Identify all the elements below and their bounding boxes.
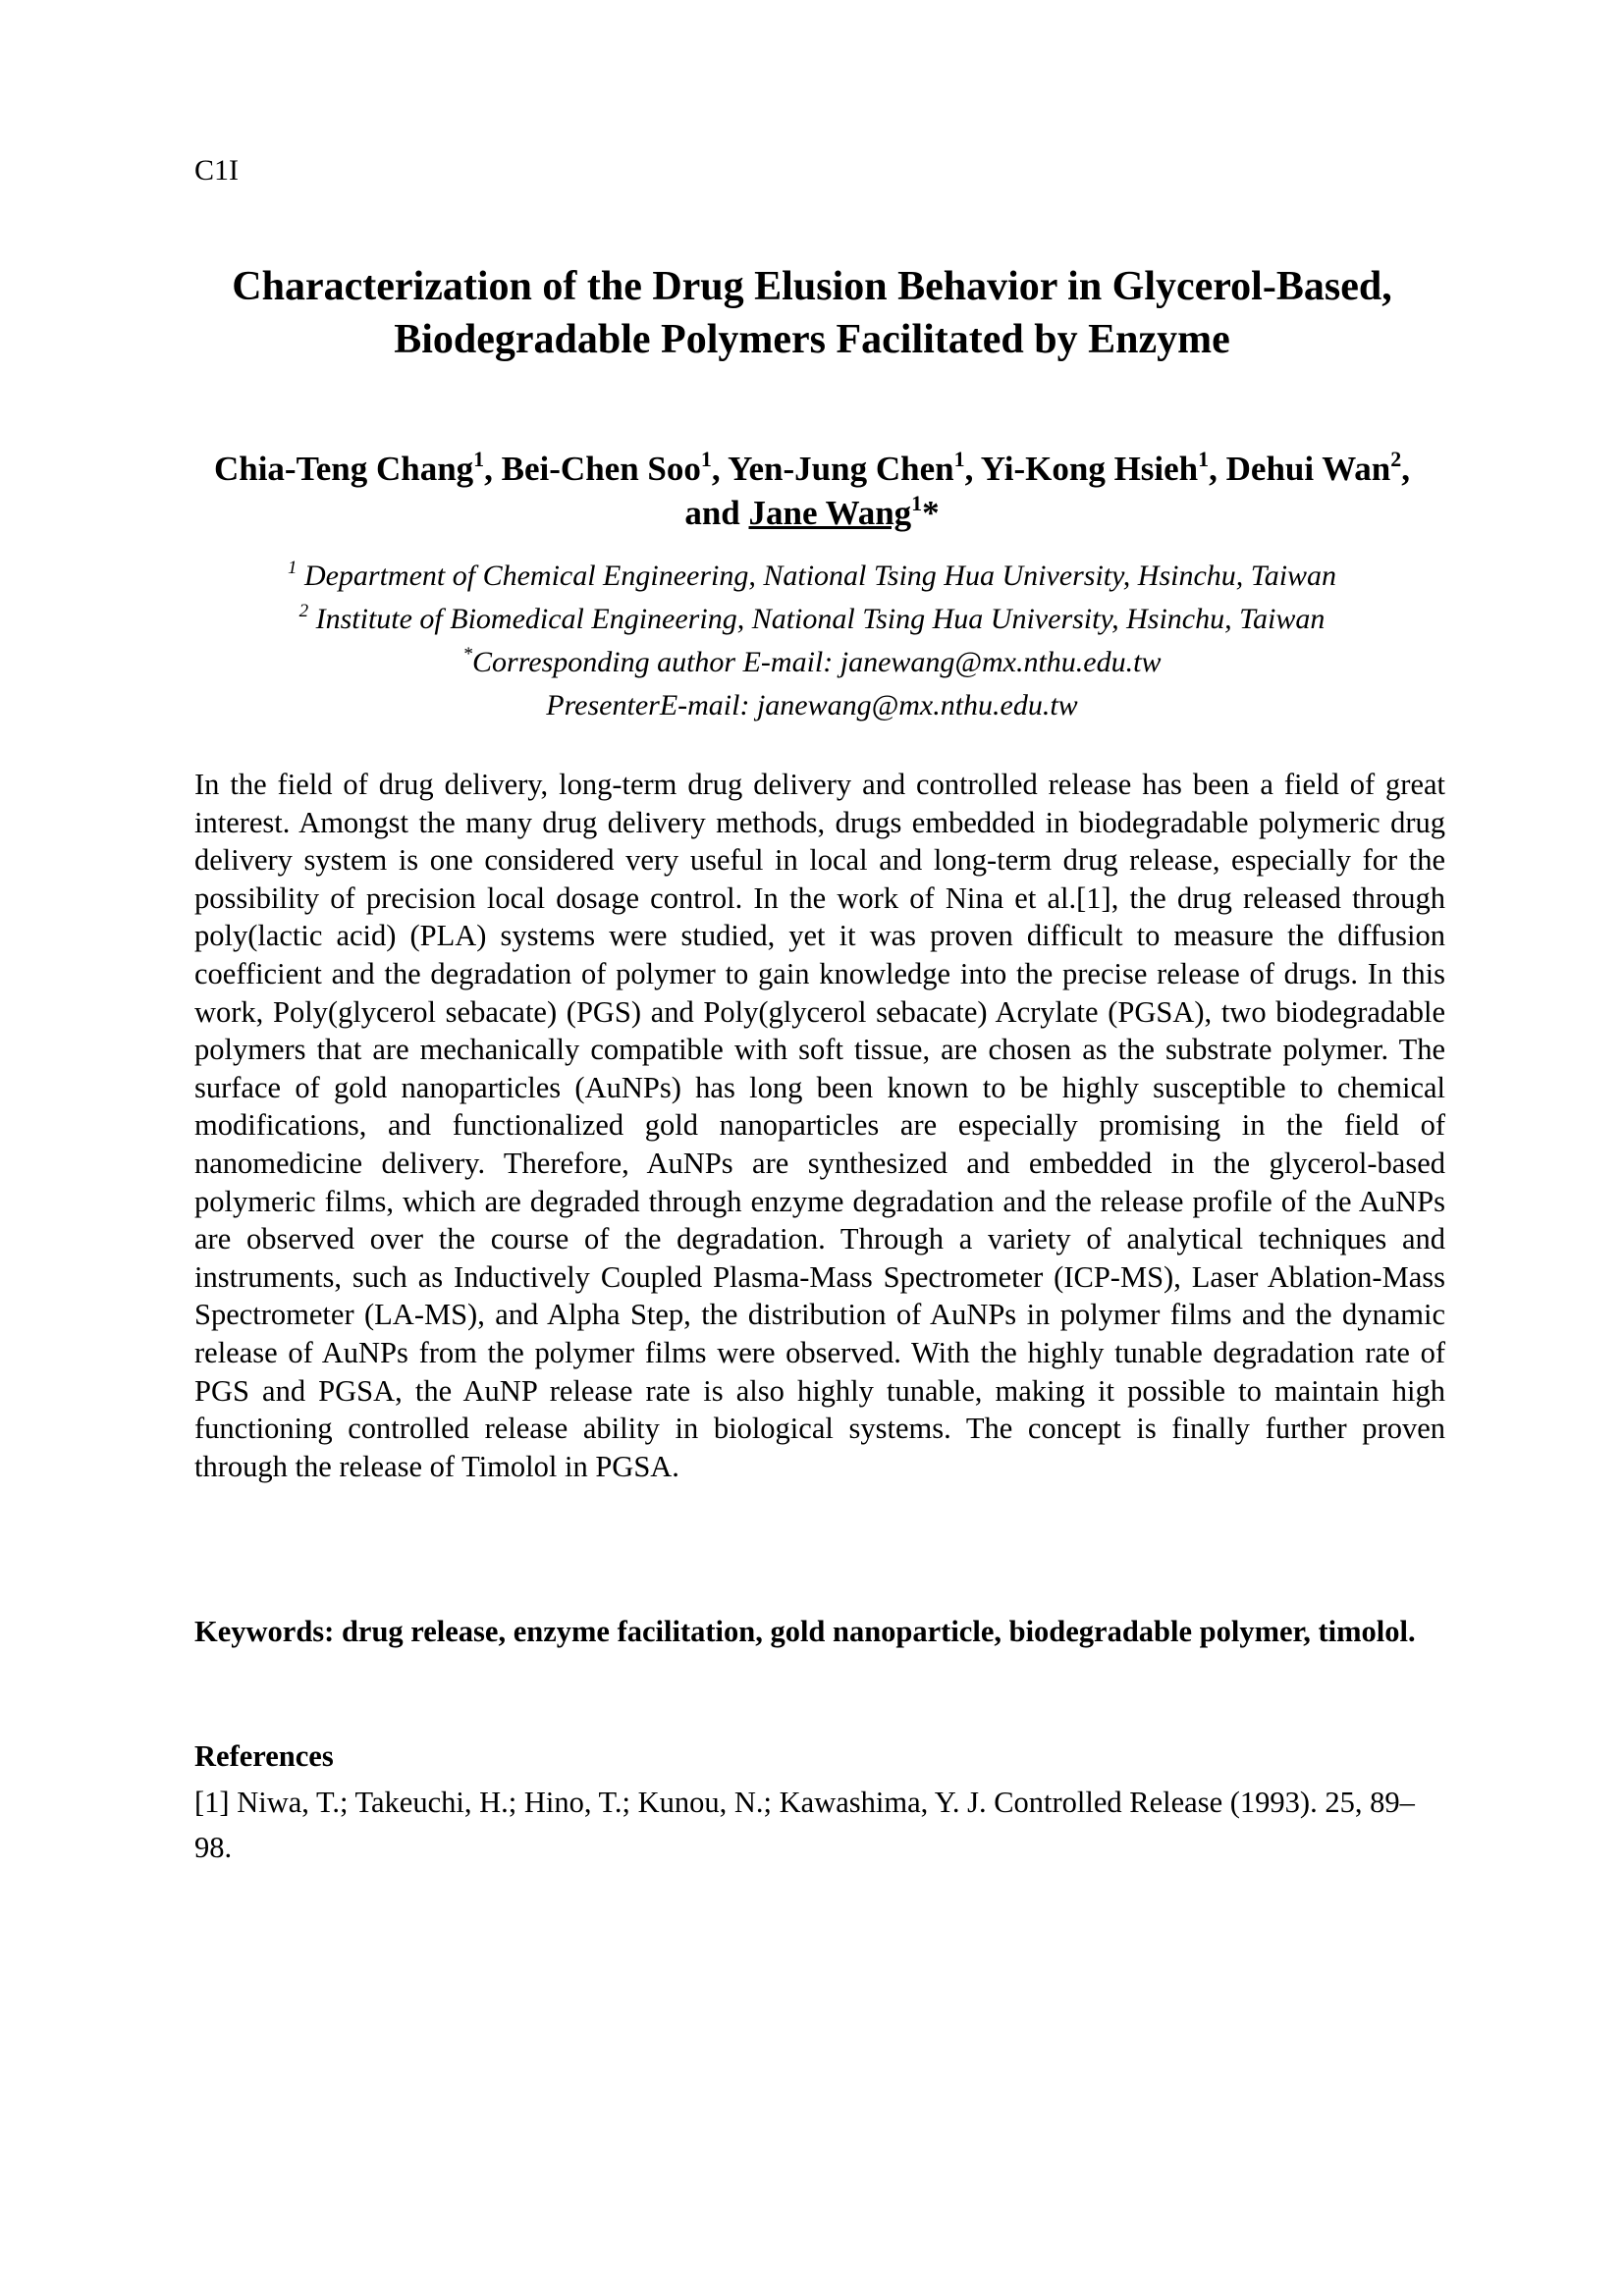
keywords: Keywords: drug release, enzyme facilitation, gold nanoparticle, biodegradable polymer, timolol.	[194, 1615, 1416, 1648]
author-list: Chia-Teng Chang$^1$, Bei-Chen Soo$^1$, Yen-Jung Chen$^1$, Yi-Kong Hsieh$^1$, Dehui Wan$^2$, and Jane Wang$^1$*	[213, 447, 1411, 532]
corresponding-email: Corresponding author E-mail: janewang@mx.nthu.edu.tw	[472, 646, 1162, 678]
affiliation-text: Institute of Biomedical Engineering, National Tsing Hua University, Hsinchu, Taiwan	[315, 603, 1326, 635]
corresponding-author	[157, 641, 1467, 684]
affiliation-text: Department of Chemical Engineering, National Tsing Hua University, Hsinchu, Taiwan	[303, 560, 1337, 592]
corresponding-sup: *	[462, 644, 473, 665]
author-name: Yen-Jung Chen	[728, 450, 954, 488]
corresponding-mark: *	[922, 494, 940, 532]
presenter-email: PresenterE-mail: janewang@mx.nthu.edu.tw	[546, 689, 1078, 721]
author-affil-sup: 1	[700, 447, 712, 471]
affiliations	[157, 555, 1467, 727]
author-affil-sup: 1	[953, 447, 965, 471]
references-heading: References	[194, 1739, 334, 1773]
author-name: Chia-Teng Chang	[213, 450, 474, 488]
author-conjunction: and	[684, 494, 740, 532]
paper-title	[157, 260, 1467, 366]
author-name: Bei-Chen Soo	[501, 450, 701, 488]
author-name: Yi-Kong Hsieh	[980, 450, 1199, 488]
author-affil-sup: 2	[1390, 447, 1402, 471]
author-affil-sup: 1	[911, 491, 923, 515]
author-name: Dehui Wan	[1225, 450, 1391, 488]
affiliation-sup: 2	[298, 601, 309, 621]
title-line-1: Characterization of the Drug Elusion Behavior in Glycerol-Based,	[232, 264, 1392, 309]
title-line-2: Biodegradable Polymers Facilitated by Enzyme	[394, 317, 1230, 362]
affiliation-sup: 1	[287, 558, 298, 578]
reference-item: [1] Niwa, T.; Takeuchi, H.; Hino, T.; Kunou, N.; Kawashima, Y. J. Controlled Release (1993). 25, 89–98.	[194, 1786, 1415, 1864]
presenting-author: Jane Wang	[748, 494, 912, 532]
abstract-body: In the field of drug delivery, long-term drug delivery and controlled release has been a field of great interest. Amongst the many drug delivery methods, drugs embedded in biodegradable polymeric drug delivery system is one considered very useful in local and long-term drug release, especially for the possibility of precision local dosage control. In the work of Nina et al.[1], the drug released through poly(lactic acid) (PLA) systems were studied, yet it was proven difficult to measure the diffusion coefficient and the degradation of polymer to gain knowledge into the precise release of drugs. In this work, Poly(glycerol sebacate) (PGS) and Poly(glycerol sebacate) Acrylate (PGSA), two biodegradable polymers that are mechanically compatible with soft tissue, are chosen as the substrate polymer. The surface of gold nanoparticles (AuNPs) has long been known to be highly susceptible to chemical modifications, and functionalized gold nanoparticles are especially promising in the field of nanomedicine delivery. Therefore, AuNPs are synthesized and embedded in the glycerol-based polymeric films, which are degraded through enzyme degradation and the release profile of the AuNPs are observed over the course of the degradation. Through a variety of analytical techniques and instruments, such as Inductively Coupled Plasma-Mass Spectrometer (ICP-MS), Laser Ablation-Mass Spectrometer (LA-MS), and Alpha Step, the distribution of AuNPs in polymer films and the dynamic release of AuNPs from the polymer films were observed. With the highly tunable degradation rate of PGS and PGSA, the AuNP release rate is also highly tunable, making it possible to maintain high functioning controlled release ability in biological systems. The concept is finally further proven through the release of Timolol in PGSA.	[194, 768, 1445, 1483]
author-affil-sup: 1	[1198, 447, 1210, 471]
author-affil-sup: 1	[473, 447, 485, 471]
affiliation-1	[157, 555, 1467, 598]
affiliation-2	[157, 598, 1467, 641]
session-code: C1I	[194, 154, 239, 187]
